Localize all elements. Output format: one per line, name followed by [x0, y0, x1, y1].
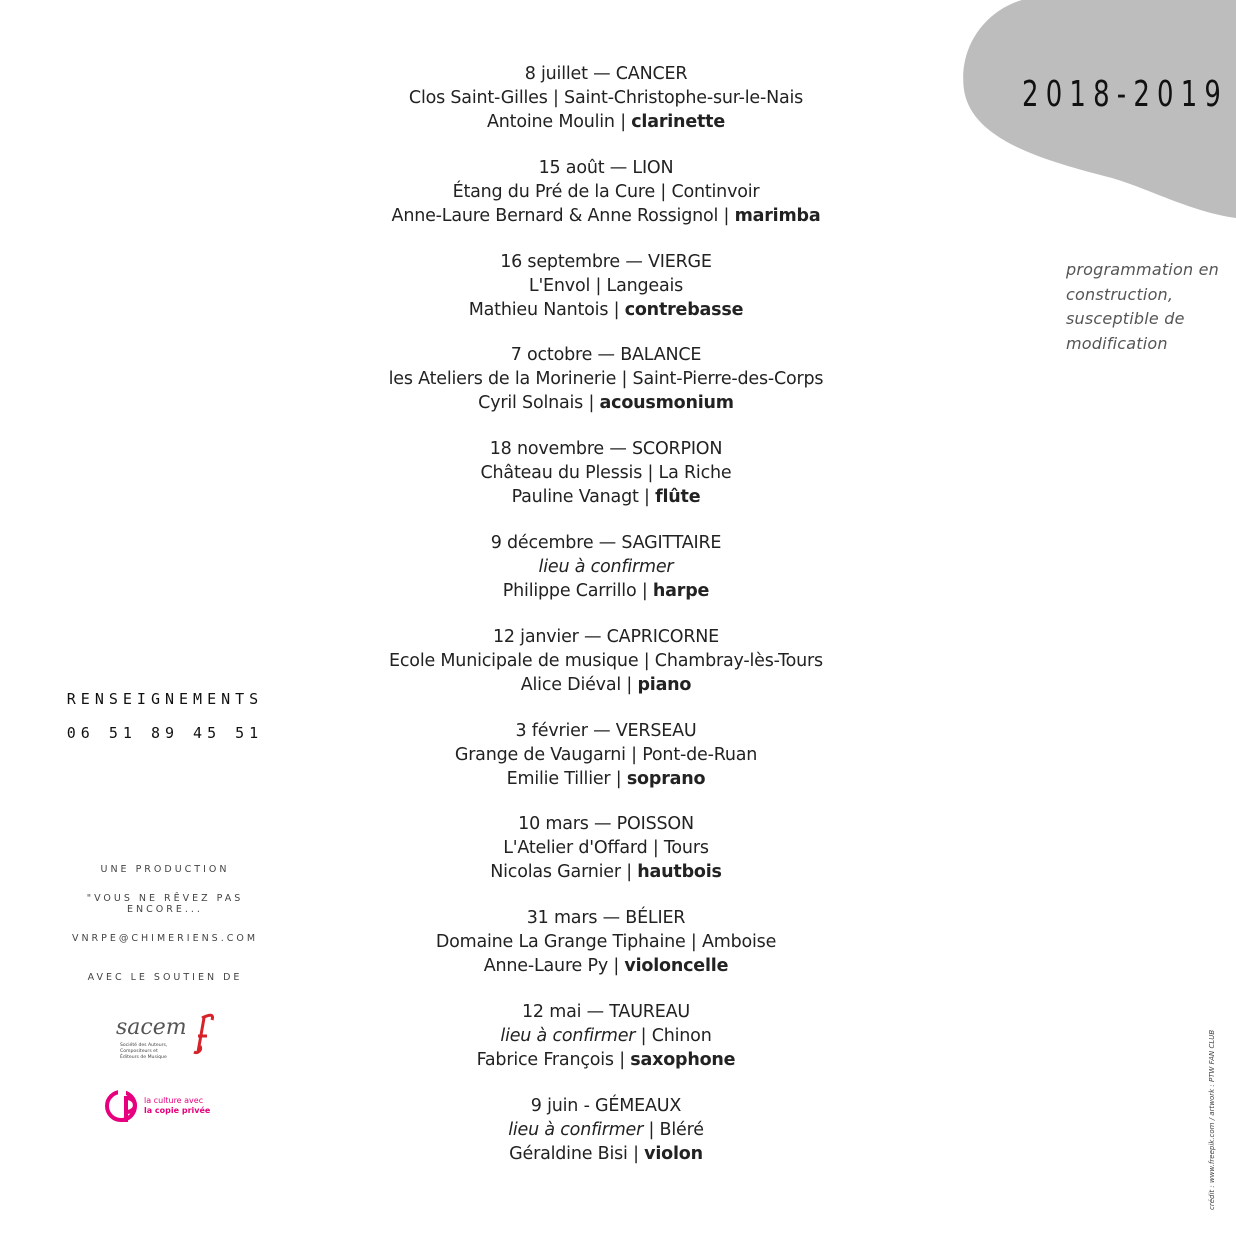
event-artist: Philippe Carrillo |: [502, 580, 653, 601]
event-venue: [300, 649, 912, 673]
event-performer: [300, 1142, 912, 1166]
event-item: [300, 1094, 912, 1188]
event-venue-part: lieu à confirmer: [500, 1025, 636, 1046]
event-performer: [300, 204, 912, 228]
event-item: [300, 906, 912, 1000]
event-artist: Anne-Laure Bernard & Anne Rossignol |: [391, 205, 735, 226]
info-title: RENSEIGNEMENTS: [66, 690, 264, 708]
event-item: [300, 1000, 912, 1094]
event-performer: [300, 485, 912, 509]
sacem-logo-sub-2: Compositeurs et: [120, 1049, 158, 1054]
event-performer: [300, 579, 912, 603]
event-venue-part: L'Atelier d'Offard | Tours: [503, 838, 709, 859]
event-venue: [300, 555, 912, 579]
info-phone: 06 51 89 45 51: [66, 724, 264, 742]
credit-production: UNE PRODUCTION: [100, 864, 230, 875]
event-date: 7 octobre — BALANCE: [510, 345, 702, 366]
event-venue-part: lieu à confirmer: [538, 556, 674, 577]
event-artist: Mathieu Nantois |: [468, 299, 625, 320]
event-venue-part: Domaine La Grange Tiphaine | Amboise: [435, 932, 777, 953]
event-date: 31 mars — BÉLIER: [526, 908, 686, 929]
event-venue: [300, 461, 912, 485]
event-venue: [300, 367, 912, 391]
event-item: [300, 437, 912, 531]
event-venue-part: Clos Saint-Gilles | Saint-Christophe-sur-le-Nais: [408, 88, 804, 108]
event-item: [300, 343, 912, 437]
event-instrument: acousmonium: [599, 393, 734, 414]
event-performer: [300, 1048, 912, 1072]
event-venue-part: lieu à confirmer: [508, 1119, 644, 1140]
event-venue-part: | Bléré: [643, 1119, 704, 1140]
event-performer: [300, 954, 912, 978]
event-instrument: harpe: [652, 580, 710, 601]
event-date: 3 février — VERSEAU: [515, 720, 697, 741]
event-artist: Pauline Vanagt |: [511, 487, 656, 508]
sacem-logo-sub-1: Société des Auteurs,: [120, 1043, 168, 1048]
event-artist: Fabrice François |: [476, 1049, 631, 1070]
event-venue: [300, 274, 912, 298]
event-artist: Emilie Tillier |: [506, 768, 627, 789]
event-instrument: soprano: [626, 768, 706, 789]
event-performer: [300, 391, 912, 415]
event-item: [300, 62, 912, 156]
event-date: 16 septembre — VIERGE: [500, 251, 712, 272]
credit-company: "VOUS NE RÊVEZ PAS ENCORE...: [86, 893, 244, 915]
cp-logo-line2: la copie privée: [144, 1106, 211, 1115]
event-artist: Nicolas Garnier |: [490, 862, 638, 883]
copie-privee-logo: [104, 1086, 224, 1126]
event-instrument: piano: [637, 674, 692, 695]
vertical-credit: crédit : www.freepik.com / artwork : PTW FAN CLUB: [1208, 1029, 1216, 1210]
event-item: [300, 719, 912, 813]
event-instrument: flûte: [655, 487, 701, 508]
event-date: 8 juillet — CANCER: [524, 64, 688, 84]
sacem-logo: [114, 1010, 224, 1064]
event-venue: [300, 743, 912, 767]
event-instrument: hautbois: [637, 862, 722, 883]
event-venue-part: Château du Plessis | La Riche: [480, 463, 732, 484]
event-artist: Cyril Solnais |: [478, 393, 600, 414]
event-artist: Anne-Laure Py |: [483, 956, 625, 977]
event-instrument: violoncelle: [624, 956, 729, 977]
event-venue-part: Ecole Municipale de musique | Chambray-lès-Tours: [389, 650, 823, 671]
sacem-logo-name: sacem: [116, 1015, 187, 1040]
event-date: 12 janvier — CAPRICORNE: [492, 626, 720, 647]
event-instrument: violon: [644, 1143, 703, 1164]
credits-block: [50, 864, 280, 983]
event-venue: [300, 836, 912, 860]
event-performer: [300, 298, 912, 322]
cp-logo-line1: la culture avec: [144, 1096, 204, 1105]
event-instrument: marimba: [734, 205, 821, 226]
season-year: 2018-2019: [1022, 74, 1229, 115]
credit-email: VNRPE@CHIMERIENS.COM: [71, 933, 259, 944]
event-item: [300, 812, 912, 906]
sacem-logo-sub-3: Éditeurs de Musique: [120, 1055, 167, 1060]
event-performer: [300, 673, 912, 697]
event-venue: [300, 86, 912, 110]
event-venue-part: les Ateliers de la Morinerie | Saint-Pierre-des-Corps: [388, 369, 824, 390]
event-venue: [300, 180, 912, 204]
event-artist: Géraldine Bisi |: [509, 1143, 645, 1164]
event-instrument: clarinette: [631, 112, 725, 132]
event-item: [300, 531, 912, 625]
event-artist: Antoine Moulin |: [487, 112, 632, 132]
event-venue-part: Grange de Vaugarni | Pont-de-Ruan: [454, 744, 758, 765]
event-instrument: saxophone: [630, 1049, 736, 1070]
event-list: [300, 62, 912, 1188]
credit-support: AVEC LE SOUTIEN DE: [87, 972, 243, 983]
event-performer: [300, 110, 912, 134]
event-item: [300, 156, 912, 250]
event-venue: [300, 930, 912, 954]
event-item: [300, 625, 912, 719]
event-venue: [300, 1024, 912, 1048]
event-date: 9 décembre — SAGITTAIRE: [490, 532, 722, 553]
programming-note: programmation en construction, susceptible de modification: [1066, 260, 1219, 353]
event-date: 18 novembre — SCORPION: [489, 439, 723, 460]
event-venue-part: Étang du Pré de la Cure | Continvoir: [452, 181, 760, 202]
event-venue-part: L'Envol | Langeais: [528, 275, 684, 296]
event-venue-part: | Chinon: [635, 1025, 712, 1046]
event-performer: [300, 860, 912, 884]
info-block: [60, 682, 270, 750]
event-artist: Alice Diéval |: [520, 674, 638, 695]
event-venue: [300, 1118, 912, 1142]
event-item: [300, 250, 912, 344]
event-date: 10 mars — POISSON: [518, 814, 694, 835]
event-date: 15 août — LION: [538, 157, 674, 178]
event-instrument: contrebasse: [624, 299, 744, 320]
event-performer: [300, 767, 912, 791]
event-date: 12 mai — TAUREAU: [522, 1001, 690, 1022]
event-date: 9 juin - GÉMEAUX: [530, 1095, 682, 1116]
